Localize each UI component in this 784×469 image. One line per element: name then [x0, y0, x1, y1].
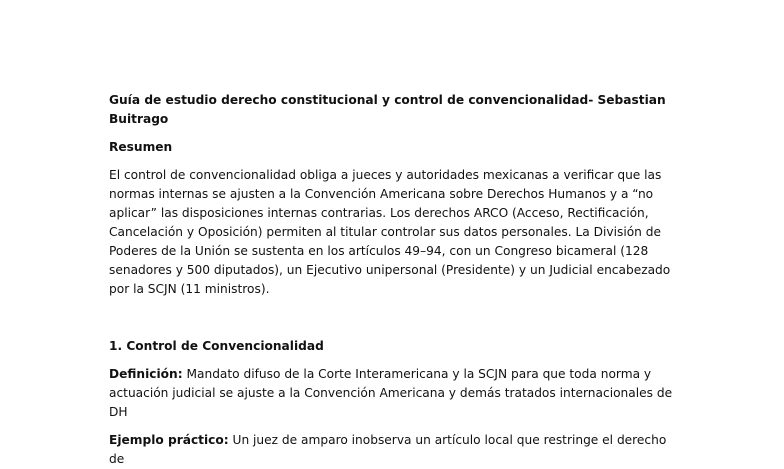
document-title: Guía de estudio derecho constitucional y control de convencionalidad- Sebastian Buitrago	[109, 93, 666, 126]
ejemplo-text: Un juez de amparo inobserva un artículo local que restringe el derecho de	[109, 433, 667, 466]
document-body	[109, 91, 674, 469]
ejemplo-label: Ejemplo práctico:	[109, 433, 229, 447]
definicion-label: Definición:	[109, 367, 183, 381]
definicion-paragraph	[109, 365, 674, 422]
resumen-paragraph: El control de convencionalidad obliga a jueces y autoridades mexicanas a verificar que las normas internas se ajusten a la Convención Americana sobre Derechos Humanos y a “no aplicar” las disposiciones internas contrarias. Los derechos ARCO (Acceso, Rectificación, Cancelación y Oposición) permiten al titular controlar sus datos personales. La División de Poderes de la Unión se sustenta en los artículos 49–94, con un Congreso bicameral (128 senadores y 500 diputados), un Ejecutivo unipersonal (Presidente) y un Judicial encabezado por la SCJN (11 ministros).	[109, 168, 671, 296]
ejemplo-paragraph	[109, 431, 674, 469]
definicion-text: Mandato difuso de la Corte Interamericana y la SCJN para que toda norma y actuación judicial se ajuste a la Convención Americana y demás tratados internacionales de DH	[109, 367, 673, 419]
section-heading-control-convencionalidad: 1. Control de Convencionalidad	[109, 339, 324, 353]
resumen-heading: Resumen	[109, 140, 173, 154]
